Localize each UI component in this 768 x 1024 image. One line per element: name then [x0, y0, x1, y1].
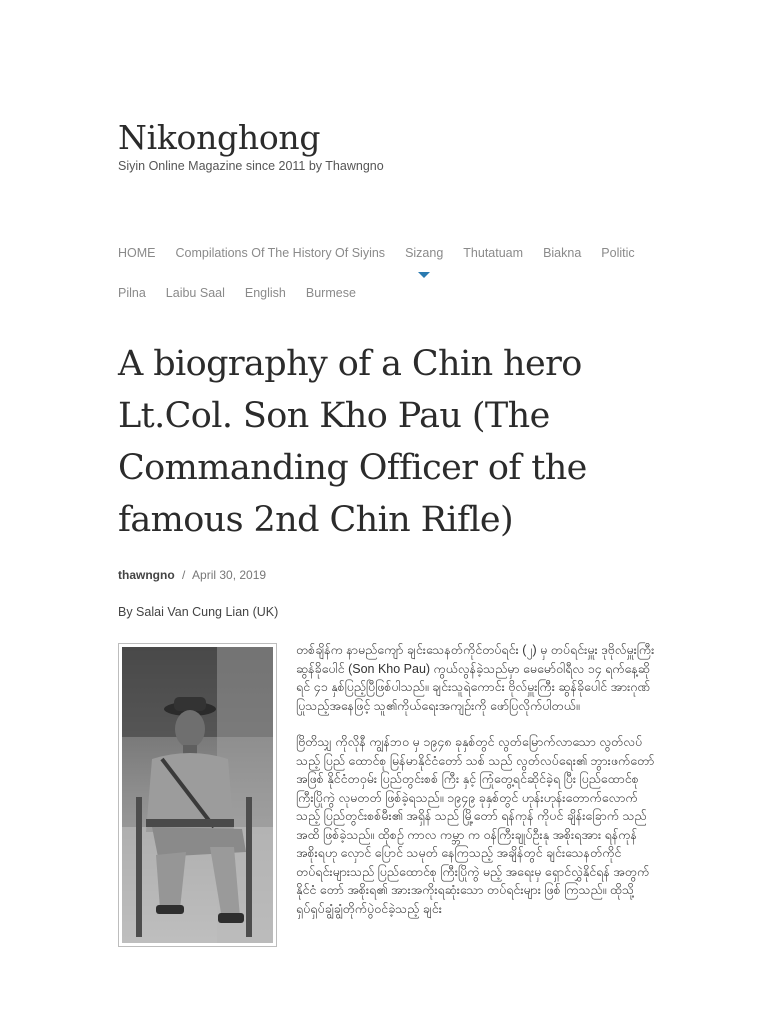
site-tagline: Siyin Online Magazine since 2011 by Thawngno [118, 159, 384, 173]
nav-item-thutatuam[interactable]: Thutatuam [463, 246, 524, 260]
nav-item-compilations[interactable]: Compilations Of The History Of Siyins [175, 246, 386, 260]
post-byline: By Salai Van Cung Lian (UK) [118, 605, 279, 619]
site-title[interactable]: Nikonghong [118, 118, 321, 157]
post-date: April 30, 2019 [192, 568, 267, 582]
nav-item-home[interactable]: HOME [118, 246, 156, 260]
nav-item-laibu-saal[interactable]: Laibu Saal [165, 286, 225, 300]
post-paragraph: ဗြိတိသျှ ကိုလိုနီ ကျွန်ဘဝ မှ ၁၉၄၈ ခုနှစ်တွင် လွတ်မြောက်လာသော လွတ်လပ်သည့် ပြည် ထောင်စု မြန်မာနိုင်ငံတော် သစ် သည် လွတ်လပ်ရေး၏ ဘွားဖက်တော်အဖြစ် နိုင်ငံတဝှမ်း ပြည်တွင်းစစ် ကြီး နှင့် ကြုံတွေ့ရင်ဆိုင်ခဲ့ရ ပြီး ပြည်ထောင်စုကြီးပြိုကွဲ လုမတတ် ဖြစ်ခဲ့ရသည်။ ၁၉၄၉ ခုနှစ်တွင် ဟုန်းဟုန်းတောက်လောက်သည့် ပြည်တွင်းစစ်မီး၏ အရှိန် သည် မြို့တော် ရန်ကုန် ကိုပင် ချိန်းခြောက် သည်အထိ ဖြစ်ခဲ့သည်။ ထိုစဉ် ကာလ ကမ္ဘာ က ဝန်ကြီးချုပ်ဦးနု အစိုးရအား ရန်ကုန်အစိုးရဟု လှောင် ပြောင် သမုတ် နေကြသည့် အချိန်တွင် ချင်းသေနတ်ကိုင်တပ်ရင်းများသည် ပြည်ထောင်စု ကြီးပြိုကွဲ မည့် အရေးမှ ရှောင်လွှဲနိုင်ရန် အတွက် နိုင်ငံ တော် အစိုးရ၏ အားအကိုးရဆုံးသော တပ်ရင်းများ ဖြစ် ကြသည်။ ထိုသို့ ရှပ်ရှပ်ချွံချွံတိုက်ပွဲဝင်ခဲ့သည့် ချင်း [296, 735, 655, 916]
soldier-portrait-image [122, 647, 273, 943]
nav-item-burmese[interactable]: Burmese [305, 286, 356, 300]
post-author-link[interactable]: thawngno [118, 568, 175, 582]
meta-separator: / [182, 568, 186, 582]
post-paragraph: တစ်ချိန်က နာမည်ကျော် ချင်းသေနတ်ကိုင်တပ်ရင်း (၂) မှ တပ်ရင်းမှူး ဒုဗိုလ်မှူးကြီး ဆွန်ခိုပေါင် (Son Kho Pau) ကွယ်လွန်ခဲ့သည်မှာ မေမော်ဝါရီလ ၁၄ ရက်နေ့ဆိုရင် ၄၁ နှစ်ပြည့်ပြီဖြစ်ပါသည်။ ချင်းသူရဲကောင်း ဗိုလ်မှူးကြီး ဆွန်ခိုပေါင် အားဂုဏ်ပြုသည့်အနေဖြင့် သူ၏ကိုယ်ရေးအကျဉ်းကို ဖော်ပြလိုက်ပါတယ်။ [296, 643, 655, 713]
post-meta [118, 568, 266, 582]
nav-item-pilna[interactable]: Pilna [118, 286, 146, 300]
post-body [296, 641, 656, 936]
nav-row-2 [118, 273, 678, 313]
nav-item-english[interactable]: English [244, 286, 286, 300]
main-navigation [118, 233, 678, 313]
nav-item-sizang[interactable]: Sizang [405, 246, 444, 260]
nav-item-politic[interactable]: Politic [601, 246, 635, 260]
soldier-portrait-photo [118, 643, 277, 947]
nav-item-biakna[interactable]: Biakna [543, 246, 582, 260]
nav-row-1 [118, 233, 678, 273]
post-title: A biography of a Chin hero Lt.Col. Son Kho Pau (The Commanding Officer of the famous 2nd Chin Rifle) [118, 344, 587, 540]
